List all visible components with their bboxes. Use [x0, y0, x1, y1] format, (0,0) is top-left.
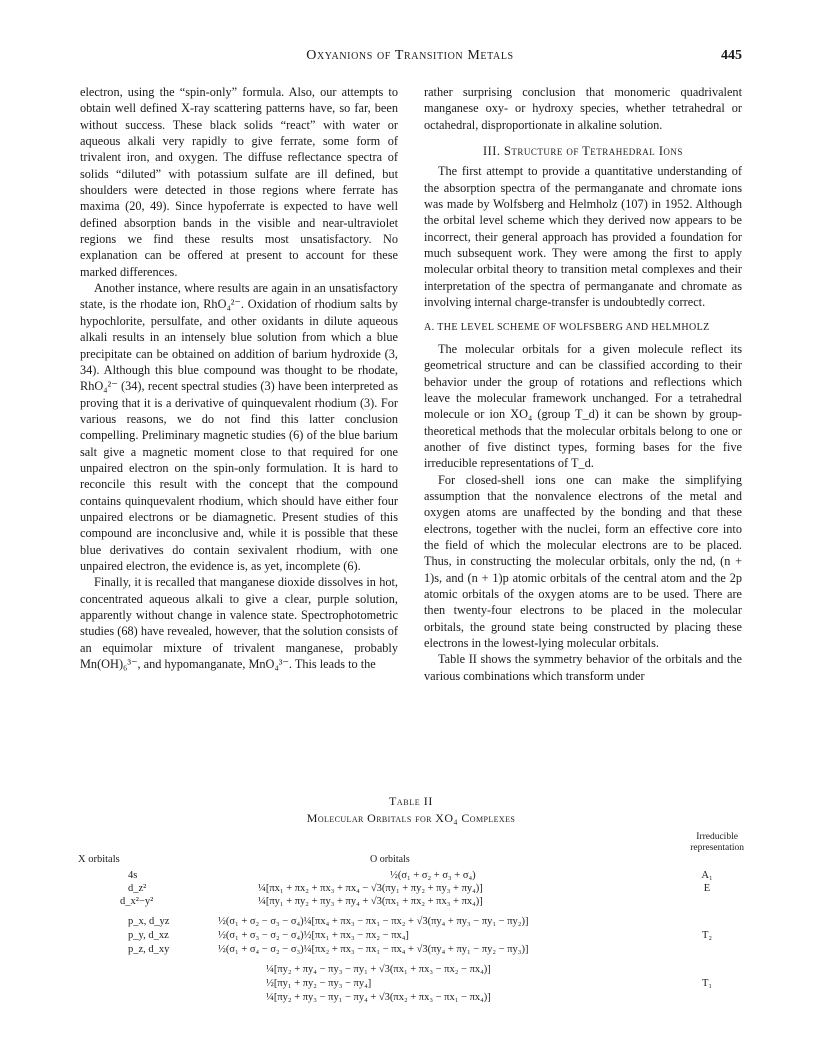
table-cell-x: d_x²−y²	[120, 896, 154, 907]
paragraph: The molecular orbitals for a given molecule reflect its geometrical structure and can be classified according to their behavior under the group of rotations and reflections which leave the molecular framework unchanged. For a tetrahedral molecule or ion XO₄ (group T_d) it can be shown by group-theoretical methods that the molecular orbitals belong to one or another of five distinct types, forming bases for the five irreducible representations of T_d.	[424, 341, 742, 471]
paragraph: electron, using the “spin-only” formula. Also, our attempts to obtain well defined X-ray scattering patterns have, so far, been without success. These black solids “react” with water or aqueous alkali very rapidly to give ferrate, some form of trivalent iron, and oxygen. The diffuse reflectance spectra of solids “diluted” with potassium sulfate are ill defined, but shoulders were detected in those regions where ferrate has maxima (20, 49). Since hypoferrate is expected to have well defined absorption bands in the visible and near-ultraviolet regions we find these results most unsatisfactory. No explanation can be offered at present to account for these marked differences.	[80, 85, 398, 279]
column-header-representation-line1: Irreducible	[696, 832, 738, 842]
table-cell-o: ½(σ₁ + σ₂ + σ₃ + σ₄)	[390, 870, 476, 881]
column-header-x-orbitals: X orbitals	[78, 854, 120, 865]
page-header	[78, 48, 742, 68]
section-heading: III. Structure of Tetrahedral Ions	[483, 144, 683, 159]
running-title: Oxyanions of Transition Metals	[306, 48, 514, 63]
subsection-heading: A. THE LEVEL SCHEME OF WOLFSBERG AND HELMHOLZ	[424, 322, 710, 334]
table-cell-rep: T₁	[701, 978, 713, 989]
table-ii	[78, 794, 744, 1042]
paragraph: rather surprising conclusion that monomeric quadrivalent manganese oxy- or hydroxy species, whether tetrahedral or octahedral, disproportionate in alkaline solution.	[424, 85, 742, 132]
paragraph: The first attempt to provide a quantitative understanding of the absorption spectra of the permanganate and chromate ions was made by Wolfsberg and Helmholz (107) in 1952. Although the orbital level scheme which they derived now appears to be incorrect, their general approach has provided a foundation for much subsequent work. They were among the first to apply molecular orbital theory to transition metal complexes and their interpretation of the spectra of permanganate and chromate as involving internal charge-transfer is undoubtedly correct.	[424, 164, 742, 310]
table-cell-o: ½(σ₁ + σ₄ − σ₂ − σ₃)¼[πx₂ + πx₃ − πx₁ − πx₄ + √3(πy₄ + πy₁ − πy₂ − πy₃)]	[218, 944, 529, 955]
left-column	[80, 84, 398, 672]
table-caption: Molecular Orbitals for XO₄ Complexes	[306, 811, 516, 825]
table-cell-o: ½(σ₁ + σ₃ − σ₂ − σ₄)½[πx₁ + πx₃ − πx₂ − πx₄]	[218, 930, 409, 941]
table-cell-x: p_z, d_xy	[128, 944, 170, 955]
table-cell-o: ¼[πy₂ + πy₃ − πy₁ − πy₄ + √3(πx₂ + πx₃ − πx₁ − πx₄)]	[266, 992, 491, 1003]
page-number: 445	[721, 48, 742, 63]
table-grid	[78, 832, 744, 1042]
table-cell-rep: E	[703, 883, 711, 894]
column-header-representation-line2: representation	[690, 843, 744, 853]
table-cell-rep: A₁	[701, 870, 713, 881]
paragraph: Table II shows the symmetry behavior of the orbitals and the various combinations which transform under	[424, 652, 742, 683]
table-cell-x: d_z²	[128, 883, 147, 894]
column-header-representation	[690, 832, 744, 854]
column-header-o-orbitals: O orbitals	[370, 854, 410, 865]
table-cell-o: ½[πy₁ + πy₂ − πy₃ − πy₄]	[266, 978, 372, 989]
right-column	[424, 84, 742, 684]
table-cell-x: p_y, d_xz	[128, 930, 169, 941]
table-cell-x: p_x, d_yz	[128, 916, 170, 927]
table-cell-o: ¼[πx₁ + πx₂ + πx₃ + πx₄ − √3(πy₁ + πy₂ + πy₃ + πy₄)]	[258, 883, 483, 894]
paragraph: For closed-shell ions one can make the simplifying assumption that the nonvalence electrons of the metal and oxygen atoms are unaffected by the bonding and that these electrons, together with the nuclei, form an effective core into the field of which the molecular electrons are to be placed. Thus, in constructing the molecular orbitals, only the nd, (n + 1)s, and (n + 1)p atomic orbitals of the central atom and the 2p atomic orbitals of the oxygen atoms are to be used. There are then twenty-four electrons to be placed in the molecular orbitals, the ground state being constructed by placing these electrons in the lowest-lying molecular orbitals.	[424, 472, 742, 650]
table-cell-rep: T₂	[701, 930, 713, 941]
table-label: Table II	[388, 794, 433, 808]
table-cell-o: ¼[πy₂ + πy₄ − πy₃ − πy₁ + √3(πx₁ + πx₃ − πx₂ − πx₄)]	[266, 964, 491, 975]
table-cell-o: ½(σ₁ + σ₂ − σ₃ − σ₄)¼[πx₄ + πx₃ − πx₁ − πx₂ + √3(πy₄ + πy₃ − πy₁ − πy₂)]	[218, 916, 529, 927]
table-cell-o: ¼[πy₁ + πy₂ + πy₃ + πy₄ + √3(πx₁ + πx₂ + πx₃ + πx₄)]	[258, 896, 483, 907]
paragraph: Finally, it is recalled that manganese dioxide dissolves in hot, concentrated aqueous alkali to give a clear, purple solution, apparently without change in valence state. Spectrophotometric studies (68) have revealed, however, that the solution consists of an equimolar mixture of trivalent manganese, probably Mn(OH)₆³⁻, and hypomanganate, MnO₄³⁻. This leads to the	[80, 575, 398, 672]
paragraph: Another instance, where results are again in an unsatisfactory state, is the rhodate ion, RhO₄²⁻. Oxidation of rhodium salts by hypochlorite, persulfate, and other oxidants in dilute aqueous alkali results in an intensely blue solution from which a blue precipitate can be obtained on addition of barium hydroxide (3, 34). Although this blue compound was thought to be rhodate, RhO₄²⁻ (34), recent spectral studies (3) have been interpreted as proving that it is a derivative of quinquevalent rhodium (3). For various reasons, we do not find this latter conclusion compelling. Preliminary magnetic studies (6) of the blue barium salt give a magnetic moment close to that required for one unpaired electron on the spin-only formulation. It is hard to reconcile this result with the concept that the compound contains quinquevalent rhodium, which should have either four unpaired electrons or be diamagnetic. Present studies of this compound are inconclusive and, while it is possible that these blue derivatives do contain sexivalent rhodium, with one unpaired electron, the evidence is, as yet, incomplete (6).	[80, 281, 398, 573]
table-cell-x: 4s	[128, 870, 138, 881]
